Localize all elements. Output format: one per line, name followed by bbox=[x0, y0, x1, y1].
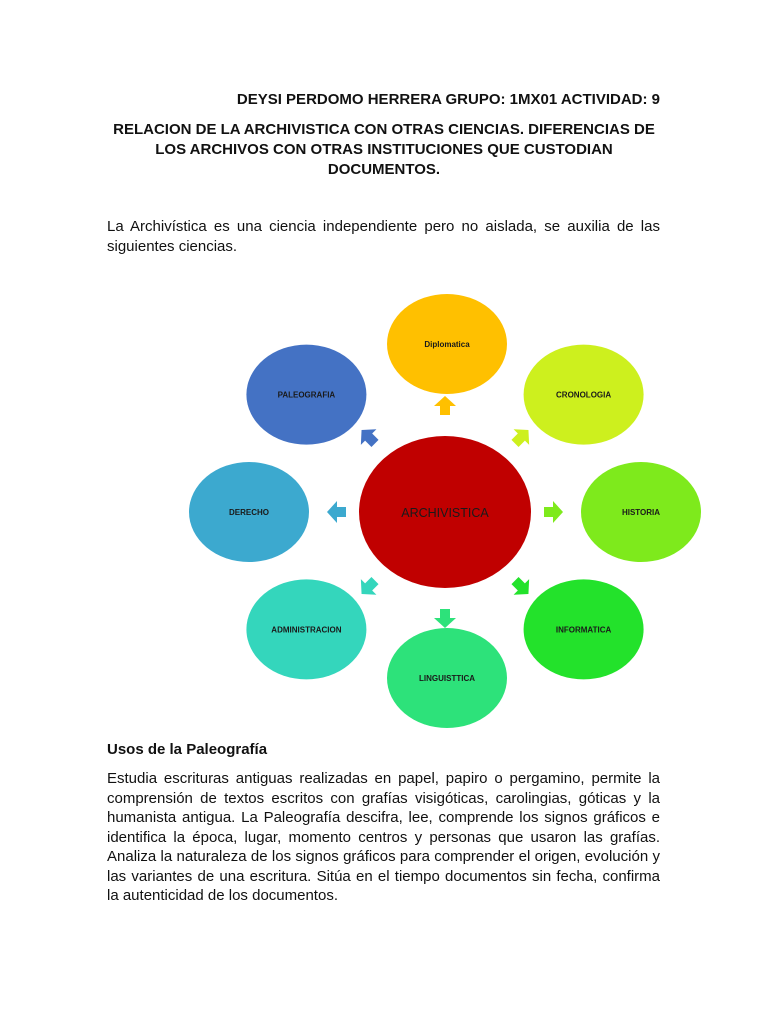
diagram-arrow bbox=[507, 422, 536, 451]
diagram-node-label: DERECHO bbox=[228, 508, 270, 517]
title-line-1: RELACION DE LA ARCHIVISTICA CON OTRAS CIENCIAS. DIFERENCIAS DE bbox=[113, 121, 655, 138]
diagram-arrow bbox=[354, 573, 383, 602]
diagram-arrow bbox=[544, 501, 563, 523]
diagram-arrow bbox=[327, 501, 346, 523]
diagram-svg bbox=[180, 290, 710, 735]
usos-heading: Usos de la Paleografía bbox=[107, 741, 268, 758]
diagram-node-label: ADMINISTRACION bbox=[271, 625, 342, 635]
title-line-2: LOS ARCHIVOS CON OTRAS INSTITUCIONES QUE CUSTODIAN bbox=[155, 141, 613, 158]
diagram-arrow bbox=[434, 396, 456, 415]
diagram-arrow bbox=[434, 609, 456, 628]
diagram-arrow bbox=[507, 573, 536, 602]
diagram-node-label: CRONOLOGIA bbox=[556, 390, 612, 400]
diagram-node-label: HISTORIA bbox=[621, 508, 661, 517]
diagram-arrow bbox=[354, 422, 383, 451]
author-header: DEYSI PERDOMO HERRERA GRUPO: 1MX01 ACTIVIDAD: 9 bbox=[236, 91, 660, 108]
title-line-3: DOCUMENTOS. bbox=[327, 161, 441, 178]
diagram-node-label: INFORMATICA bbox=[555, 625, 612, 635]
archivistica-diagram bbox=[180, 290, 710, 735]
diagram-node-label: LINGUISTTICA bbox=[419, 674, 475, 683]
document-title bbox=[100, 120, 668, 180]
usos-paragraph: Estudia escrituras antiguas realizadas en papel, papiro o pergamino, permite la comprensión de textos escritos con grafías visigóticas, carolingias, góticas y la humanista antigua. La Paleografía descifra, lee, comprende los signos gráficos e identifica la época, lugar, momento centros y personas que usaron las grafías. Analiza la naturaleza de los signos gráficos para comprender el origen, evolución y las variantes de una escritura. Sitúa en el tiempo documentos sin fecha, confirma la autenticidad de los documentos. bbox=[107, 770, 660, 904]
center-label: ARCHIVISTICA bbox=[401, 506, 489, 520]
intro-paragraph: La Archivística es una ciencia independiente pero no aislada, se auxilia de las siguientes ciencias. bbox=[107, 218, 660, 255]
diagram-node-label: Diplomatica bbox=[424, 340, 470, 349]
diagram-node-label: PALEOGRAFIA bbox=[277, 390, 336, 400]
